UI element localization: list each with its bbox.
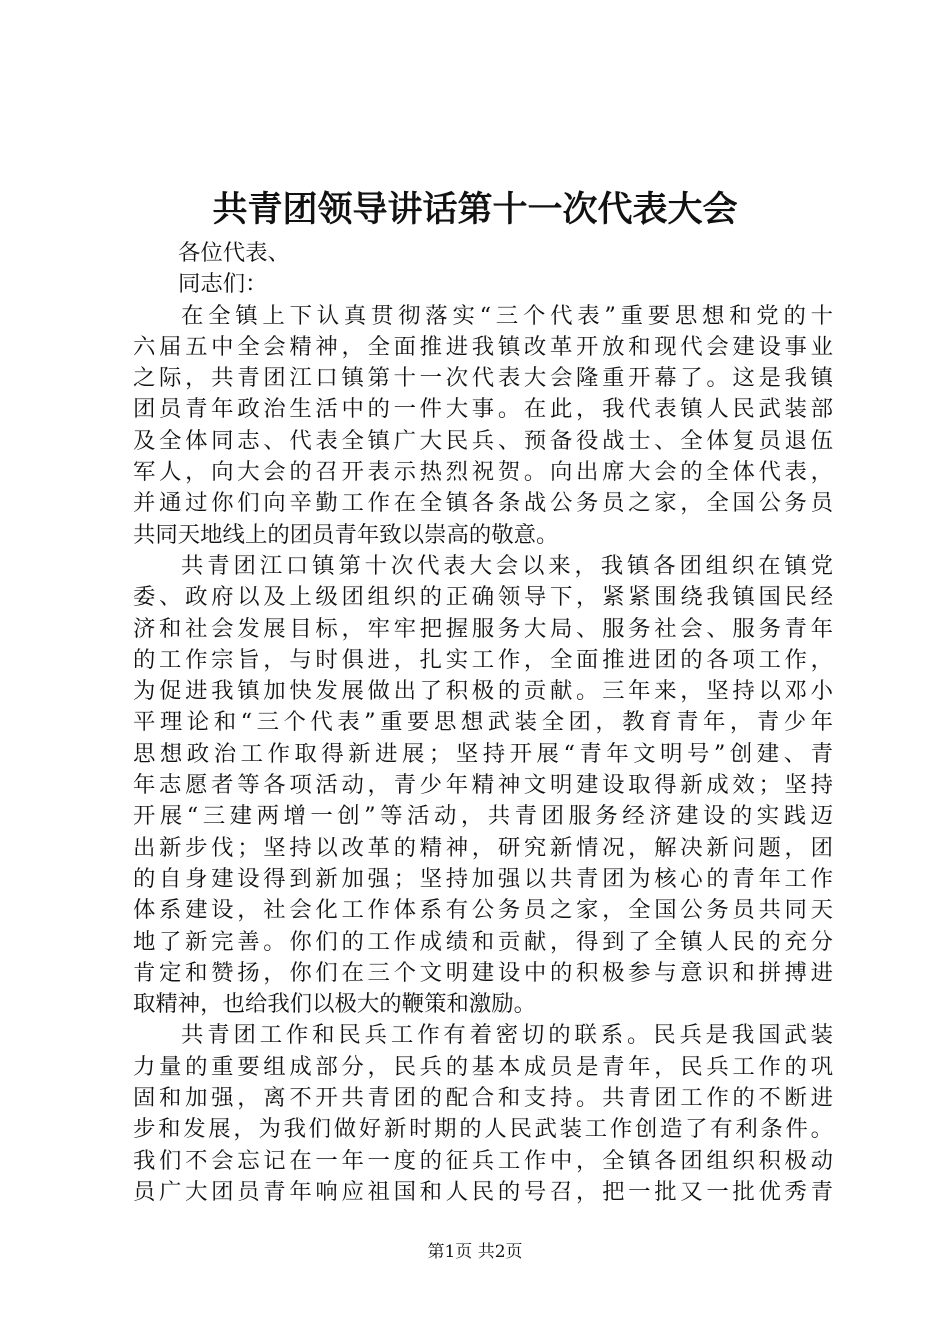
text-line: 的工作宗旨，与时俱进，扎实工作，全面推进团的各项工作， bbox=[133, 646, 833, 673]
text-line: 的自身建设得到新加强；坚持加强以共青团为核心的青年工作 bbox=[133, 865, 833, 892]
text-line: 员广大团员青年响应祖国和人民的号召，把一批又一批优秀青 bbox=[133, 1178, 833, 1205]
page-number: 第1页 共2页 bbox=[427, 1242, 523, 1262]
text-line: 年志愿者等各项活动，青少年精神文明建设取得新成效；坚持 bbox=[133, 772, 833, 799]
document-body bbox=[133, 238, 833, 1208]
text-line: 之际，共青团江口镇第十一次代表大会隆重开幕了。这是我镇 bbox=[133, 365, 833, 392]
text-line: 取精神，也给我们以极大的鞭策和激励。 bbox=[133, 991, 537, 1018]
text-line: 开展“三建两增一创”等活动，共青团服务经济建设的实践迈 bbox=[133, 803, 833, 830]
text-line: 为促进我镇加快发展做出了积极的贡献。三年来，坚持以邓小 bbox=[133, 678, 833, 705]
text-line: 委、政府以及上级团组织的正确领导下，紧紧围绕我镇国民经 bbox=[133, 584, 833, 611]
text-line: 肯定和赞扬，你们在三个文明建设中的积极参与意识和拼搏进 bbox=[133, 959, 833, 986]
text-line: 在全镇上下认真贯彻落实“三个代表”重要思想和党的十 bbox=[181, 302, 833, 329]
text-line: 六届五中全会精神，全面推进我镇改革开放和现代会建设事业 bbox=[133, 333, 833, 360]
text-line: 及全体同志、代表全镇广大民兵、预备役战士、全体复员退伍 bbox=[133, 427, 833, 454]
document-title: 共青团领导讲话第十一次代表大会 bbox=[212, 189, 738, 230]
salutation-line: 各位代表、 bbox=[178, 240, 290, 266]
text-line: 出新步伐；坚持以改革的精神，研究新情况，解决新问题，团 bbox=[133, 834, 833, 861]
text-line: 力量的重要组成部分，民兵的基本成员是青年，民兵工作的巩 bbox=[133, 1053, 833, 1080]
text-line: 共青团江口镇第十次代表大会以来，我镇各团组织在镇党 bbox=[181, 552, 833, 579]
paragraph bbox=[133, 301, 833, 551]
paragraph bbox=[133, 1020, 833, 1208]
text-line: 步和发展，为我们做好新时期的人民武装工作创造了有利条件。 bbox=[133, 1116, 833, 1143]
text-line: 思想政治工作取得新进展；坚持开展“青年文明号”创建、青 bbox=[133, 740, 833, 767]
salutation-line: 同志们： bbox=[178, 271, 268, 298]
text-line: 并通过你们向辛勤工作在全镇各条战公务员之家，全国公务员 bbox=[133, 490, 833, 517]
text-line: 地了新完善。你们的工作成绩和贡献，得到了全镇人民的充分 bbox=[133, 928, 833, 955]
text-line: 我们不会忘记在一年一度的征兵工作中，全镇各团组织积极动 bbox=[133, 1147, 833, 1174]
text-line: 体系建设，社会化工作体系有公务员之家，全国公务员共同天 bbox=[133, 897, 833, 924]
paragraph bbox=[133, 551, 833, 1020]
text-line: 济和社会发展目标，牢牢把握服务大局、服务社会、服务青年 bbox=[133, 615, 833, 642]
text-line: 共青团工作和民兵工作有着密切的联系。民兵是我国武装 bbox=[181, 1022, 833, 1049]
text-line: 军人，向大会的召开表示热烈祝贺。向出席大会的全体代表， bbox=[133, 459, 833, 486]
text-line: 平理论和“三个代表”重要思想武装全团，教育青年，青少年 bbox=[133, 709, 833, 736]
text-line: 共同天地线上的团员青年致以崇高的敬意。 bbox=[133, 521, 559, 548]
text-line: 固和加强，离不开共青团的配合和支持。共青团工作的不断进 bbox=[133, 1085, 833, 1112]
text-line: 团员青年政治生活中的一件大事。在此，我代表镇人民武装部 bbox=[133, 396, 833, 423]
